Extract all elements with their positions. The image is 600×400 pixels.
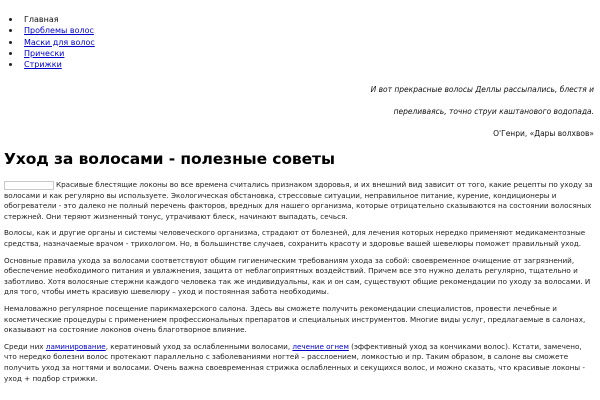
nav-link-haircuts[interactable]: Стрижки: [24, 60, 62, 70]
nav-link-hair-problems[interactable]: Проблемы волос: [24, 26, 94, 36]
nav-item-hairstyles[interactable]: [24, 48, 95, 59]
article-paragraph-5-text-a: Среди них: [4, 341, 46, 351]
article-paragraph-1: [4, 180, 594, 222]
article-paragraph-1-text: Красивые блестящие локоны во все времена считались признаком здоровья, и их внешний вид зависит от того, какие рецепты по уходу за волосами и как регулярно вы используете. Экологическая обстановка, стрессовые ситуации, неправильное питание, курение, кондиционеры и обогреватели - это далеко не полный перечень факторов, вредных для нашего организма, которые отрицательно сказываются на состоянии волосяных стержней. Они теряют жизненный тонус, утрачивают блеск, начинают выпадать, сечься.: [4, 180, 593, 221]
nav-item-hair-problems[interactable]: [24, 25, 95, 36]
nav-link-hairstyles[interactable]: Прически: [24, 48, 65, 58]
epigraph-line-1: И вот прекрасные волосы Деллы рассыпались, блестя и: [370, 85, 594, 94]
epigraph-line-2: переливаясь, точно струи каштанового водопада.: [393, 107, 594, 116]
page-title: Уход за волосами - полезные советы: [4, 150, 335, 168]
article-paragraph-5-text-b: , кератиновый уход за ослабленными волосами,: [105, 341, 293, 351]
epigraph-quote: [274, 84, 594, 139]
epigraph-attribution: О'Генри, «Дары волхвов»: [493, 129, 594, 138]
article-image-placeholder: [4, 181, 54, 190]
link-fire-treatment[interactable]: лечение огнем: [292, 341, 349, 351]
article-paragraph-5-text-c: (эффективный уход за кончиками волос). Кстати, замечено, что нередко болезни волос протекают параллельно с заболеваниями ногтей – расслоением, ломкостью и пр. Таким образом, в салоне вы сможете получить уход за ногтями и волосами. Очень важна своевременная стрижка ослабленных и секущихся волос, и можно сказать, что красивые локоны - уход + подбор стрижки.: [4, 341, 585, 383]
main-nav: [0, 14, 95, 70]
article-paragraph-5: [4, 342, 594, 384]
article-paragraph-4: Немаловажно регулярное посещение парикмахерского салона. Здесь вы сможете получить рекомендации специалистов, провести лечебные и косметические процедуры с применением профессиональных препаратов и специальных инструментов. Многие виды услуг, предлагаемые в салонах, оказывают на состояние локонов очень благотворное влияние.: [4, 303, 586, 335]
nav-link-hair-masks[interactable]: Маски для волос: [24, 37, 95, 47]
link-lamination[interactable]: ламинирование: [45, 341, 106, 351]
article-paragraph-2: Волосы, как и другие органы и системы человеческого организма, страдают от болезней, для лечения которых нередко применяют медикаментозные средства, назначаемые врачом - трихологом. Но, в большинстве случаев, сохранить красоту и здоровье вашей шевелюры поможет правильный уход.: [4, 228, 586, 248]
nav-item-hair-masks[interactable]: [24, 37, 95, 48]
article-body: [4, 180, 594, 390]
nav-item-haircuts[interactable]: [24, 59, 95, 70]
nav-item-home-label[interactable]: Главная: [24, 15, 59, 24]
nav-item-home[interactable]: [24, 14, 95, 25]
article-paragraph-3: Основные правила ухода за волосами соответствуют общим гигиеническим требованиям ухода за собой: своевременное очищение от загрязнений, обеспечение необходимого питания и увлажнения, защита от неблагоприятных воздействий. Причем все это нужно делать регулярно, тщательно и заботливо. Хотя волосяные стержни каждого человека так же индивидуальны, как и он сам, существуют общие рекомендации по уходу за волосами. И для того, чтобы иметь красивую шевелюру – уход и постоянная забота необходимы.: [4, 255, 591, 297]
